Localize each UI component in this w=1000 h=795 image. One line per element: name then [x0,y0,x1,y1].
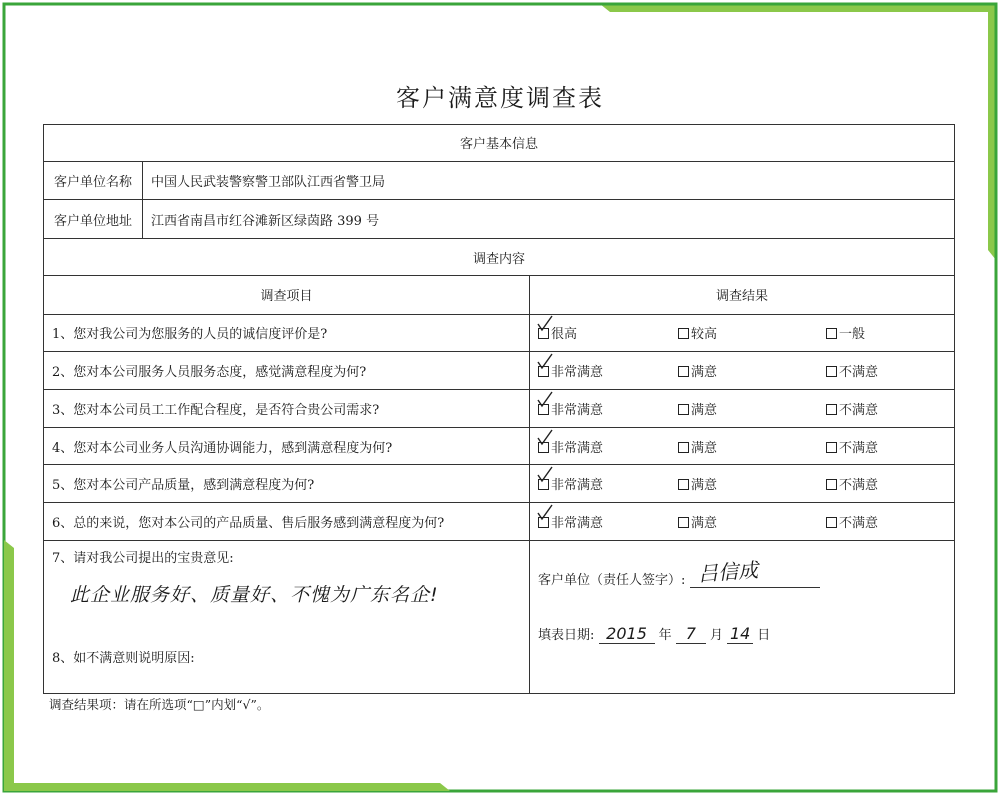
option[interactable]: 不满意 [826,474,926,493]
option-checked[interactable]: 非常满意 [538,361,678,380]
date-label: 填表日期: [538,627,595,643]
col-result-header: 调查结果 [530,275,955,314]
option[interactable]: 满意 [678,361,826,380]
option-checked[interactable]: 非常满意 [538,512,678,531]
question-row [44,390,955,428]
comments-cell[interactable] [44,540,530,693]
question-text: 2、您对本公司服务人员服务态度，感觉满意程度为何? [44,352,530,390]
checkmark-icon [536,353,554,371]
question-row [44,465,955,503]
checkbox-icon[interactable] [826,404,837,415]
survey-form [43,124,955,694]
option[interactable]: 不满意 [826,361,926,380]
checkmark-icon [536,391,554,409]
page-title: 客户满意度调查表 [396,84,604,112]
checkbox-icon[interactable] [678,479,689,490]
date-month[interactable]: 7 [676,624,706,644]
checkbox-icon[interactable] [826,442,837,453]
unit-name-label: 客户单位名称 [44,161,143,200]
option-checked[interactable]: 很高 [538,323,678,342]
answer-cell [530,427,955,465]
unit-name-value: 中国人民武装警察警卫部队江西省警卫局 [143,161,955,200]
question-text: 3、您对本公司员工工作配合程度，是否符合贵公司需求? [44,390,530,428]
checkbox-icon[interactable] [678,328,689,339]
question-row [44,314,955,352]
checkbox-icon[interactable] [826,328,837,339]
checkbox-icon[interactable] [826,366,837,377]
date-day[interactable]: 14 [727,624,753,644]
signature: 吕信成 [696,557,759,586]
handwritten-comment: 此企业服务好、质量好、不愧为广东名企! [70,583,439,606]
checkmark-icon [536,466,554,484]
signature-cell [530,540,955,693]
year-unit: 年 [658,627,672,643]
footer-note: 调查结果项：请在所选项“□”内划“√”。 [49,697,270,712]
option[interactable]: 满意 [678,512,826,531]
basic-info-header: 客户基本信息 [44,125,955,162]
col-item-header: 调查项目 [44,275,530,314]
question-text: 6、总的来说，您对本公司的产品质量、售后服务感到满意程度为何? [44,503,530,541]
signature-label: 客户单位（责任人签字）: [538,572,686,588]
day-unit: 日 [757,627,771,643]
checkmark-icon [536,315,554,333]
checkbox-icon[interactable] [678,404,689,415]
checkbox-icon[interactable] [678,366,689,377]
checkmark-icon [536,429,554,447]
unit-address-label: 客户单位地址 [44,200,143,239]
checkbox-icon[interactable] [826,517,837,528]
answer-cell [530,314,955,352]
month-unit: 月 [709,627,723,643]
survey-header: 调查内容 [44,239,955,276]
question-row [44,503,955,541]
checkbox-icon[interactable] [826,479,837,490]
option-checked[interactable]: 非常满意 [538,399,678,418]
unit-address-value: 江西省南昌市红谷滩新区绿茵路 399 号 [143,200,955,239]
option-checked[interactable]: 非常满意 [538,474,678,493]
option[interactable]: 不满意 [826,399,926,418]
date-year[interactable]: 2015 [599,624,655,644]
checkmark-icon [536,504,554,522]
q7-label: 7、请对我公司提出的宝贵意见: [52,550,234,566]
option[interactable]: 满意 [678,474,826,493]
question-text: 4、您对本公司业务人员沟通协调能力，感到满意程度为何? [44,427,530,465]
option[interactable]: 不满意 [826,437,926,456]
option[interactable]: 一般 [826,323,926,342]
answer-cell [530,503,955,541]
answer-cell [530,390,955,428]
checkbox-icon[interactable] [678,517,689,528]
question-row [44,352,955,390]
signature-field[interactable] [690,557,820,588]
answer-cell [530,352,955,390]
q8-label: 8、如不满意则说明原因: [52,650,195,666]
question-text: 1、您对我公司为您服务的人员的诚信度评价是? [44,314,530,352]
option[interactable]: 不满意 [826,512,926,531]
option-checked[interactable]: 非常满意 [538,437,678,456]
option[interactable]: 较高 [678,323,826,342]
option[interactable]: 满意 [678,437,826,456]
checkbox-icon[interactable] [678,442,689,453]
question-text: 5、您对本公司产品质量，感到满意程度为何? [44,465,530,503]
answer-cell [530,465,955,503]
option[interactable]: 满意 [678,399,826,418]
question-row [44,427,955,465]
